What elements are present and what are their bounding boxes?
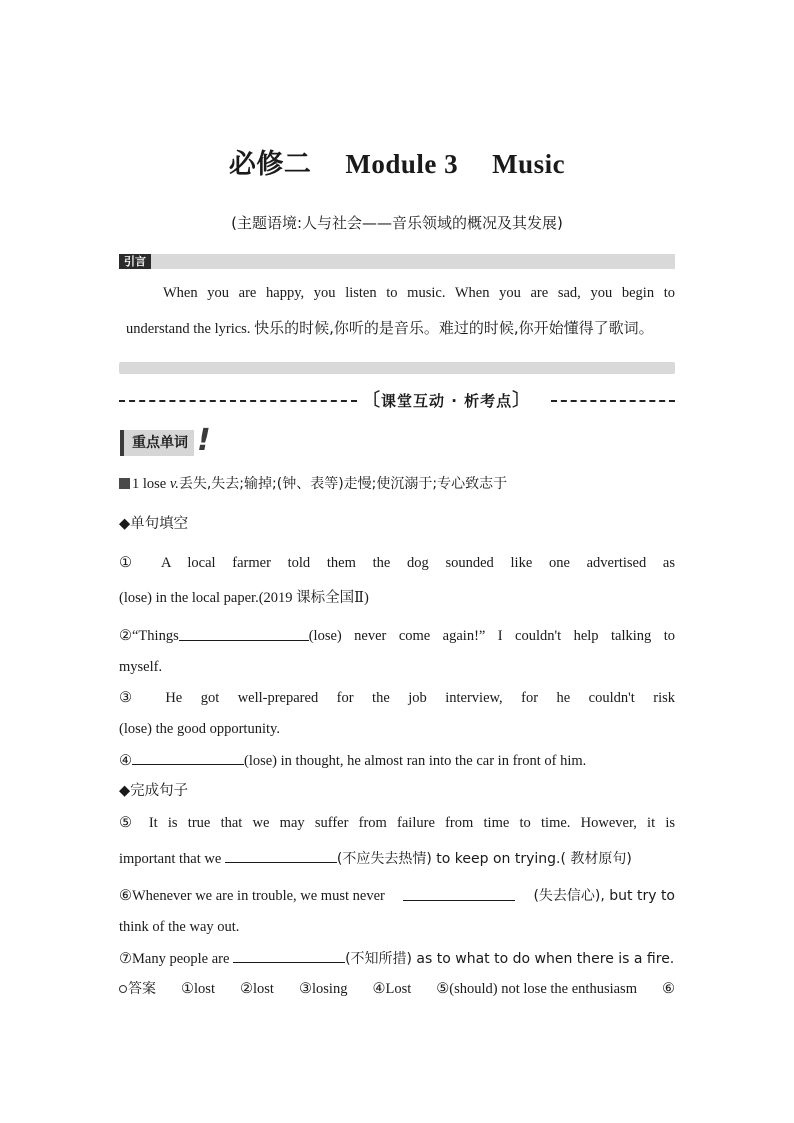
section-title: 课堂互动 · 析考点 [381,392,513,410]
intro-tag: 引言 [119,254,151,269]
title-part-3: Music [492,149,566,179]
entry-meaning: 丢失,失去;输掉;(钟、表等)走慢;使沉溺于;专心致志于 [178,476,508,492]
answer-item: ①lost [181,981,215,997]
subtitle: (主题语境:人与社会——音乐领域的概况及其发展) [231,214,563,232]
q5-line-1: ⑤ It is true that we may suffer from failure from time to time. However, it is [119,815,675,831]
q2-line-2: myself. [119,659,163,675]
q1-line-2: (lose) in the local paper.(2019 课标全国Ⅱ) [119,590,369,606]
q2-line-1 [119,626,675,646]
q7-suffix: (不知所措) as to what to do when there is a fire. [345,951,675,967]
q2-prefix: ②“Things [119,628,179,644]
q4-blank[interactable] [132,750,244,765]
q6-line-1 [119,886,675,906]
q6-blank[interactable] [403,886,515,901]
q6-line-2: think of the way out. [119,919,240,935]
title-part-1: 必修二 [228,149,312,179]
answers-label: 答案 [128,981,156,997]
q4-line [119,750,675,771]
q5-prefix: important that we [119,851,222,867]
square-bullet-icon [119,478,130,489]
answer-item: ⑤(should) not lose the enthusiasm [436,981,637,997]
q7-prefix: ⑦Many people are [119,951,230,967]
intro-line-1: When you are happy, you listen to music. When you are sad, you begin to [163,285,675,301]
entry-pos: v. [169,476,179,492]
q3-line-1: ③ He got well-prepared for the job interview, for he couldn't risk [119,690,675,706]
q3-line-2: (lose) the good opportunity. [119,721,280,737]
q6-suffix: (失去信心), but try to [533,888,675,904]
intro-line-2-en: understand the lyrics. [126,321,251,337]
intro-line-2-cn: 快乐的时候,你听的是音乐。难过的时候,你开始懂得了歌词。 [254,319,654,337]
entry-number: 1 [132,476,140,492]
q7-line [119,948,675,969]
q5-suffix: (不应失去热情) to keep on trying.( 教材原句) [336,851,632,867]
dash-right [551,400,675,402]
answer-icon [119,985,127,993]
answer-item: ③losing [299,981,348,997]
q4-suffix: (lose) in thought, he almost ran into the car in front of him. [244,753,587,769]
page-title [0,142,794,181]
q2-suffix: (lose) never come again!” I couldn't help talking to [308,628,675,644]
q6-prefix: ⑥Whenever we are in trouble, we must never [119,888,385,904]
q7-blank[interactable] [233,948,345,963]
key-words-badge: 重点单词 [120,430,194,456]
entry-word: lose [142,476,167,492]
word-entry [119,474,507,494]
dash-left [119,400,357,402]
q1-line-1: ① A local farmer told them the dog sounded like one advertised as [119,555,675,571]
complete-heading: ◆完成句子 [119,783,189,799]
answer-item: ⑥ [662,981,675,997]
section-label [362,390,531,412]
q2-blank[interactable] [179,626,309,641]
q5-line-2 [119,848,675,869]
intro-line-2 [126,319,675,338]
fill-in-heading: ◆单句填空 [119,516,189,532]
section-header [119,390,675,412]
bracket-left: 〔 [362,390,381,411]
intro-bottom-bar [119,362,675,374]
bracket-right: 〕 [512,390,532,411]
exclamation-icon: ! [197,423,211,458]
answer-item: ④Lost [372,981,412,997]
answers-line [119,979,675,999]
title-part-2: Module 3 [345,149,459,179]
answers-label-wrap [119,979,156,999]
answer-item: ②lost [240,981,274,997]
q5-blank[interactable] [225,848,337,863]
intro-top-bar [119,254,675,269]
q4-prefix: ④ [119,753,132,769]
